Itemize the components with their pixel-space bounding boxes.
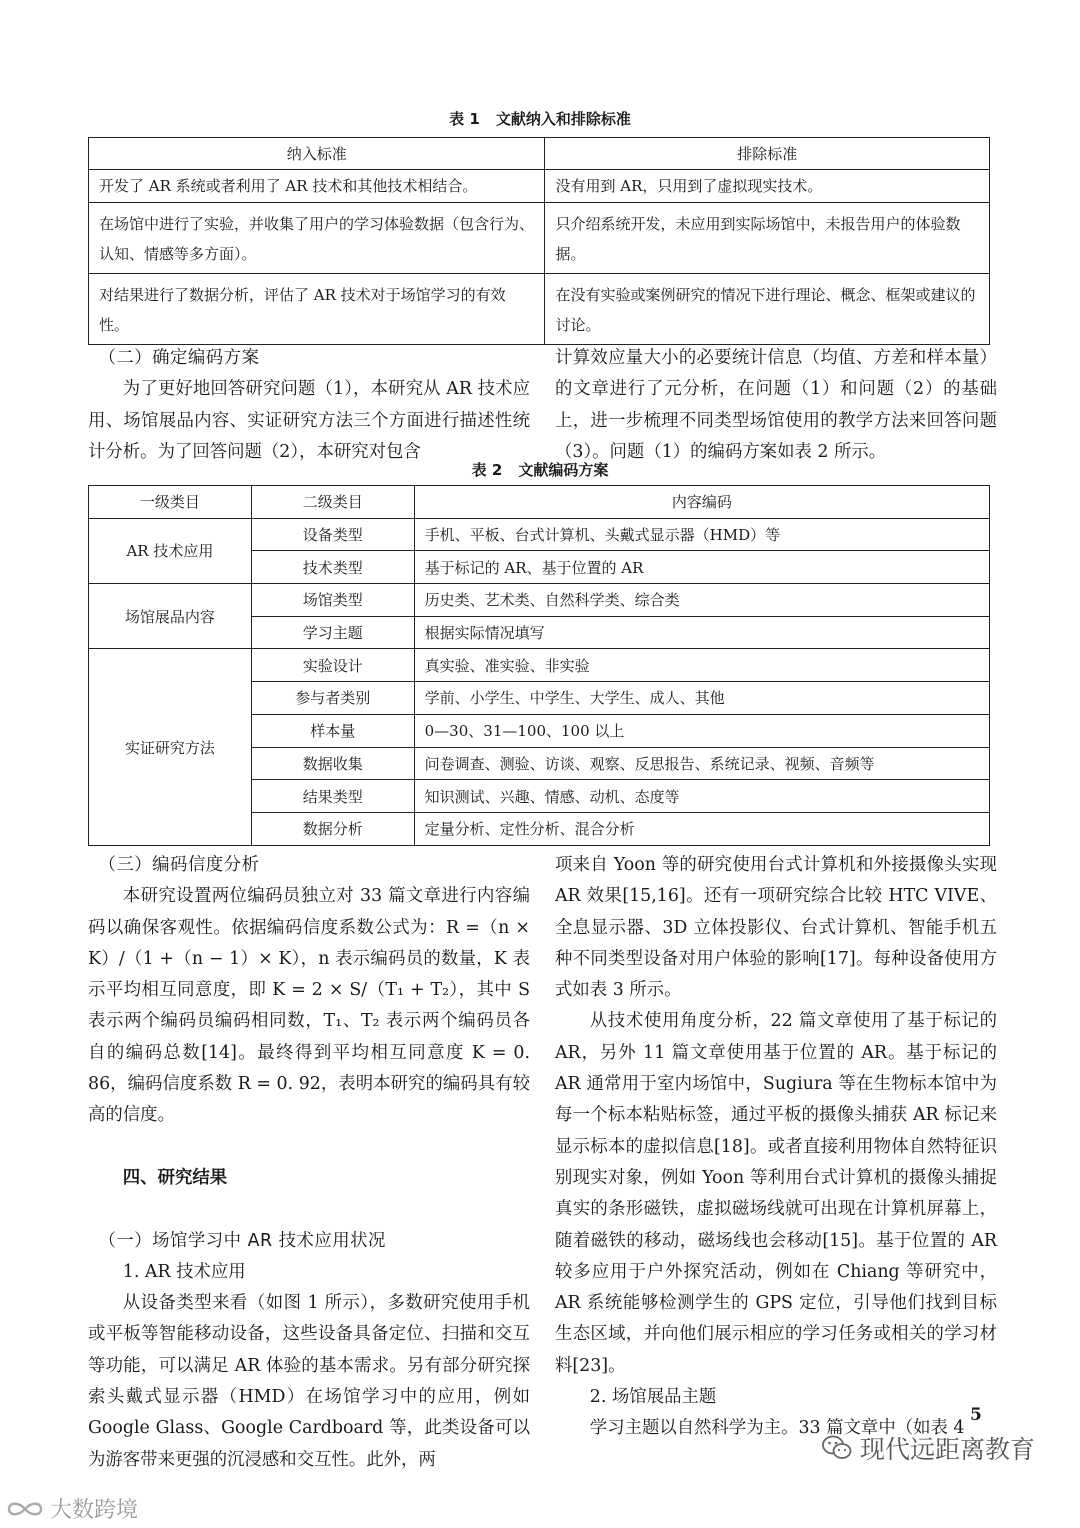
table2-subcategory: 样本量 <box>251 714 414 747</box>
brand-logo-icon <box>6 1498 44 1520</box>
table2-category: 场馆展品内容 <box>89 584 252 649</box>
table2-header: 一级类目 <box>89 486 252 519</box>
upper-left-column <box>88 343 530 468</box>
table2-content: 手机、平板、台式计算机、头戴式显示器（HMD）等 <box>414 518 989 551</box>
subsection-heading-exhibits: 2. 场馆展品主题 <box>589 1387 717 1408</box>
section-heading-results: 四、研究结果 <box>122 1167 228 1188</box>
wechat-icon <box>822 1435 852 1461</box>
table-row <box>89 518 990 551</box>
right-column <box>555 850 997 1445</box>
table1-cell: 在没有实验或案例研究的情况下进行理论、概念、框架或建议的讨论。 <box>545 274 990 345</box>
table2-subcategory: 结果类型 <box>251 780 414 813</box>
table1-caption <box>0 108 1080 129</box>
watermark-text: 现代远距离教育 <box>860 1435 1036 1464</box>
paragraph: 从设备类型来看（如图 1 所示），多数研究使用手机或平板等智能移动设备，这些设备具备定位、扫描和交互等功能，可以满足 AR 体验的基本需求。另有部分研究探索头戴式显示器（HMD）在场馆学习中的应用，例如 Google Glass、Google Cardboard 等，此类设备可以为游客带来更强的沉浸感和交互性。此外，两 <box>88 1293 530 1470</box>
table2-subcategory: 学习主题 <box>251 616 414 649</box>
table1-cell: 没有用到 AR，只用到了虚拟现实技术。 <box>545 170 990 203</box>
table2-number: 表 2 <box>471 461 503 479</box>
section-heading-ar-status: （一）场馆学习中 AR 技术应用状况 <box>98 1230 386 1251</box>
table1-cell: 在场馆中进行了实验，并收集了用户的学习体验数据（包含行为、认知、情感等多方面）。 <box>89 203 545 274</box>
table2-content: 问卷调查、测验、访谈、观察、反思报告、系统记录、视频、音频等 <box>414 747 989 780</box>
table2-content: 根据实际情况填写 <box>414 616 989 649</box>
table-row <box>89 649 990 682</box>
table2-header-row <box>89 486 990 519</box>
table1-header-row <box>89 138 990 170</box>
paragraph: 本研究设置两位编码员独立对 33 篇文章进行内容编码以确保客观性。依据编码信度系数公式为：R =（n × K）/（1 +（n − 1）× K），n 表示编码员的数量，K 表示平均相互同意度，即 K = 2 × S/（T₁ + T₂），其中 S 表示两个编码员编码相同数，T₁、T₂ 表示两个编码员各自的编码总数[14]。最终得到平均相互同意度 K = 0. 86，编码信度系数 R = 0. 92，表明本研究的编码具有较高的信度。 <box>88 886 530 1126</box>
table2-header: 二级类目 <box>251 486 414 519</box>
table2 <box>88 485 990 846</box>
table2-content: 学前、小学生、中学生、大学生、成人、其他 <box>414 682 989 715</box>
table-row <box>89 203 990 274</box>
paragraph: 为了更好地回答研究问题（1），本研究从 AR 技术应用、场馆展品内容、实证研究方法三个方面进行描述性统计分析。为了回答问题（2），本研究对包含 <box>88 379 530 462</box>
page-number: 5 <box>970 1405 982 1425</box>
table2-category: 实证研究方法 <box>89 649 252 845</box>
paragraph: 计算效应量大小的必要统计信息（均值、方差和样本量）的文章进行了元分析，在问题（1）和问题（2）的基础上，进一步梳理不同类型场馆使用的教学方法来回答问题（3）。问题（1）的编码方案如表 2 所示。 <box>555 348 997 462</box>
paragraph: 项来自 Yoon 等的研究使用台式计算机和外接摄像头实现 AR 效果[15,16]。还有一项研究综合比较 HTC VIVE、全息显示器、3D 立体投影仪、台式计算机、智能手机五种不同类型设备对用户体验的影响[17]。每种设备使用方式如表 3 所示。 <box>555 855 997 1001</box>
table1-number: 表 1 <box>449 110 480 128</box>
table2-caption <box>0 459 1080 480</box>
left-column <box>88 850 530 1476</box>
table-row <box>89 274 990 345</box>
section-heading-coding: （二）确定编码方案 <box>98 348 260 368</box>
table2-content: 真实验、准实验、非实验 <box>414 649 989 682</box>
watermark-wechat <box>822 1430 1035 1466</box>
watermark-brand-text: 大数跨境 <box>50 1498 139 1523</box>
paragraph: 学习主题以自然科学为主。33 篇文章中（如表 4 <box>589 1418 965 1439</box>
table2-subcategory: 技术类型 <box>251 551 414 584</box>
table2-subcategory: 设备类型 <box>251 518 414 551</box>
table2-subcategory: 实验设计 <box>251 649 414 682</box>
upper-right-column <box>555 343 997 468</box>
table2-subcategory: 参与者类别 <box>251 682 414 715</box>
table2-content: 定量分析、定性分析、混合分析 <box>414 812 989 845</box>
table2-content: 基于标记的 AR、基于位置的 AR <box>414 551 989 584</box>
table2-content: 历史类、艺术类、自然科学类、综合类 <box>414 584 989 617</box>
paragraph: 从技术使用角度分析，22 篇文章使用了基于标记的 AR，另外 11 篇文章使用基于位置的 AR。基于标记的 AR 通常用于室内场馆中，Sugiura 等在生物标本馆中为每一个标本粘贴标签，通过平板的摄像头捕获 AR 标记来显示标本的虚拟信息[18]。或者直接利用物体自然特征识别现实对象，例如 Yoon 等利用台式计算机的摄像头捕捉真实的条形磁铁，虚拟磁场线就可出现在计算机屏幕上，随着磁铁的移动，磁场线也会移动[15]。基于位置的 AR 较多应用于户外探究活动，例如在 Chiang 等研究中，AR 系统能够检测学生的 GPS 定位，引导他们找到目标生态区域，并向他们展示相应的学习任务或相关的学习材料[23]。 <box>555 1011 997 1376</box>
table2-content: 知识测试、兴趣、情感、动机、态度等 <box>414 780 989 813</box>
table1-header: 排除标准 <box>545 138 990 170</box>
table2-category: AR 技术应用 <box>89 518 252 583</box>
table2-header: 内容编码 <box>414 486 989 519</box>
table2-subcategory: 数据收集 <box>251 747 414 780</box>
table1-title: 文献纳入和排除标准 <box>495 110 631 128</box>
table2-title: 文献编码方案 <box>518 461 609 479</box>
table1-header: 纳入标准 <box>89 138 545 170</box>
section-heading-reliability: （三）编码信度分析 <box>98 855 260 875</box>
table2-subcategory: 场馆类型 <box>251 584 414 617</box>
table2-subcategory: 数据分析 <box>251 812 414 845</box>
watermark-brand <box>6 1493 138 1524</box>
table1-cell: 只介绍系统开发，未应用到实际场馆中，未报告用户的体验数据。 <box>545 203 990 274</box>
table2-content: 0—30、31—100、100 以上 <box>414 714 989 747</box>
spacer <box>88 1132 530 1163</box>
table1 <box>88 137 990 345</box>
table-row <box>89 170 990 203</box>
table1-cell: 开发了 AR 系统或者利用了 AR 技术和其他技术相结合。 <box>89 170 545 203</box>
spacer <box>88 1194 530 1225</box>
table-row <box>89 584 990 617</box>
table1-cell: 对结果进行了数据分析，评估了 AR 技术对于场馆学习的有效性。 <box>89 274 545 345</box>
subsection-heading-ar-tech: 1. AR 技术应用 <box>122 1261 246 1282</box>
